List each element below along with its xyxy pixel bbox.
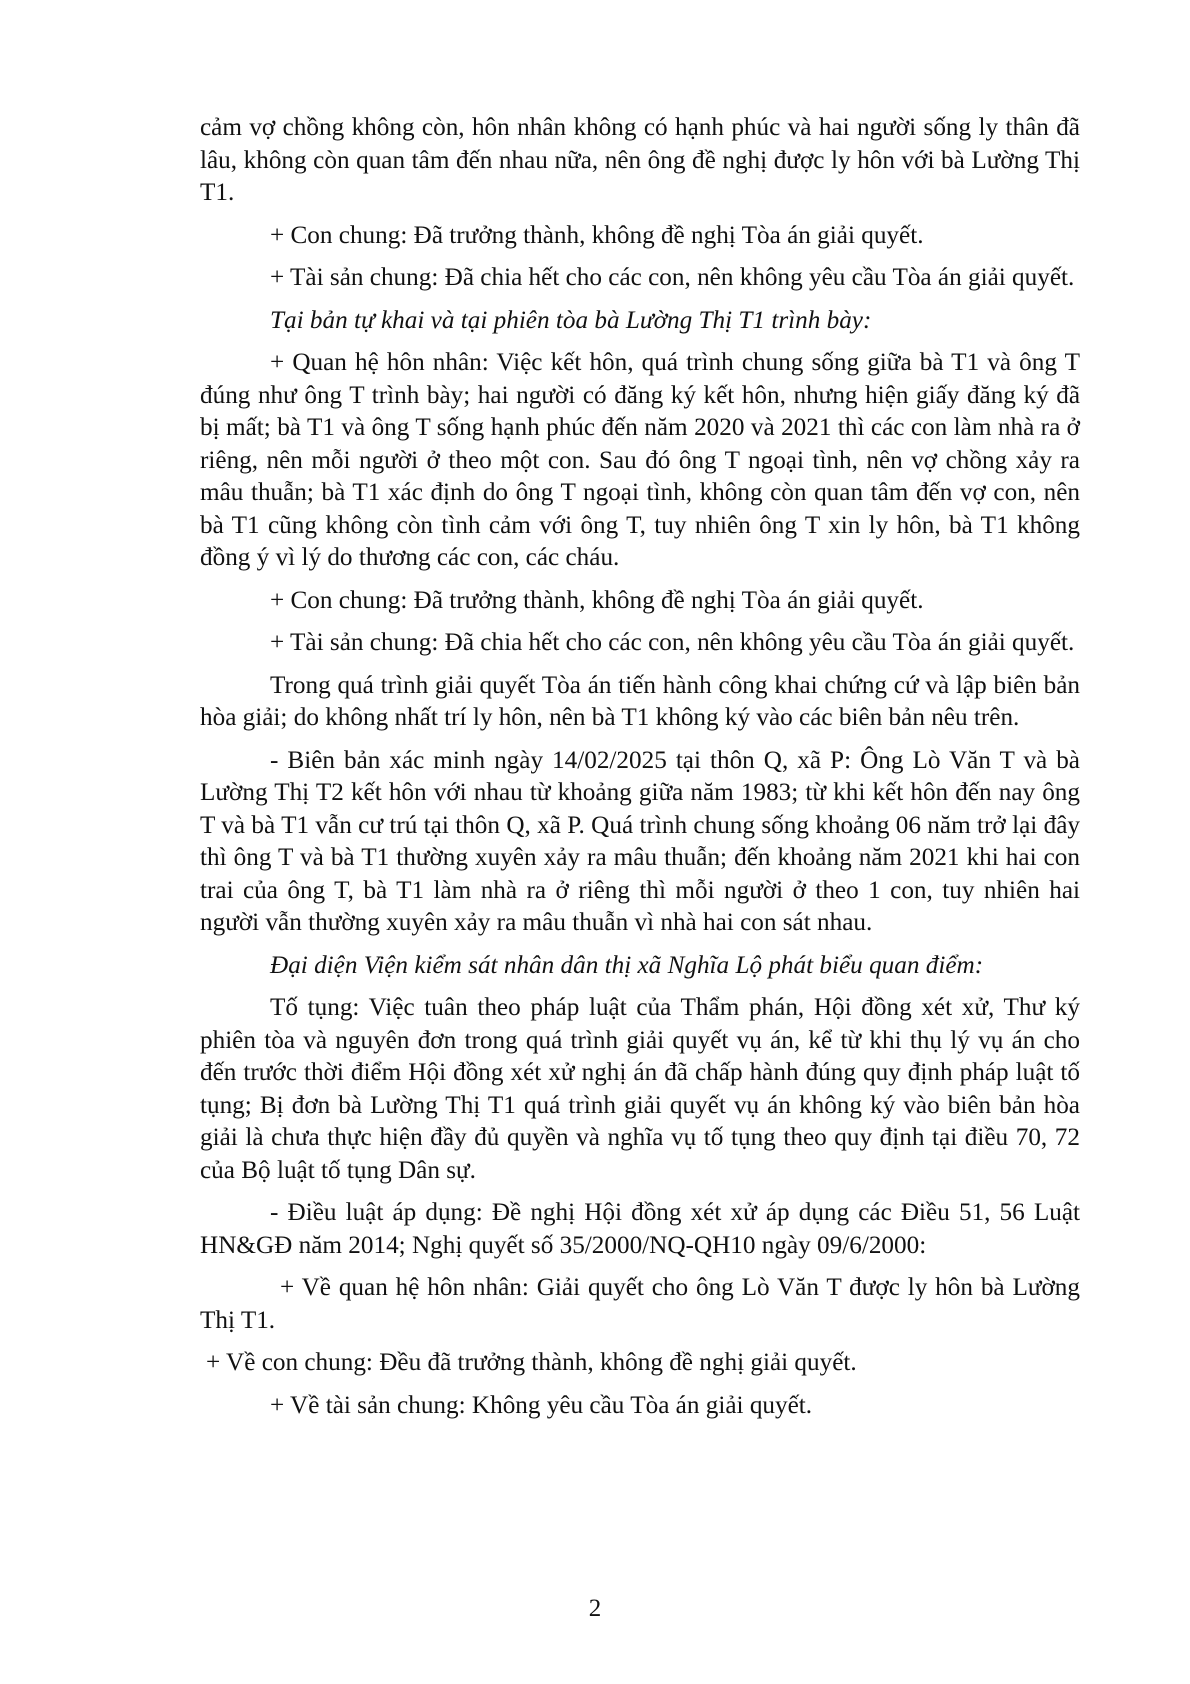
paragraph-common-property-2: + Tài sản chung: Đã chia hết cho các con, nên không yêu cầu Tòa án giải quyết. — [270, 629, 1075, 656]
paragraph-applicable-law: - Điều luật áp dụng: Đề nghị Hội đồng xét xử áp dụng các Điều 51, 56 Luật HN&GĐ năm 2014; Nghị quyết số 35/2000/NQ-QH10 ngày 09/6/2000: — [200, 1199, 1080, 1259]
paragraph-marriage-relation — [200, 347, 1080, 575]
section-heading-procuracy: Đại diện Viện kiểm sát nhân dân thị xã Nghĩa Lộ phát biểu quan điểm: — [270, 951, 984, 979]
paragraph-common-children-2: + Con chung: Đã trưởng thành, không đề nghị Tòa án giải quyết. — [270, 586, 924, 614]
paragraph-common-property: + Tài sản chung: Đã chia hết cho các con, nên không yêu cầu Tòa án giải quyết. — [270, 264, 1075, 291]
paragraph-procedure: Tố tụng: Việc tuân theo pháp luật của Thẩm phán, Hội đồng xét xử, Thư ký phiên tòa và nguyên đơn trong quá trình giải quyết vụ án, kể từ khi thụ lý vụ án cho đến trước thời điểm Hội đồng xét xử nghị án đã chấp hành đúng quy định pháp luật tố tụng; Bị đơn bà Lường Thị T1 quá trình giải quyết vụ án không ký vào biên bản hòa giải là chưa thực hiện đầy đủ quyền và nghĩa vụ tố tụng theo quy định tại điều 70, 72 của Bộ luật tố tụng Dân sự. — [200, 994, 1080, 1184]
paragraph-marriage-decision: + Về quan hệ hôn nhân: Giải quyết cho ông Lò Văn T được ly hôn bà Lường Thị T1. — [200, 1274, 1080, 1334]
section-heading-defendant-statement: Tại bản tự khai và tại phiên tòa bà Lường Thị T1 trình bày: — [270, 306, 872, 334]
paragraph-children-decision: + Về con chung: Đều đã trưởng thành, không đề nghị giải quyết. — [206, 1349, 857, 1376]
document-body — [200, 112, 1080, 1432]
marriage-text: Việc kết hôn, quá trình chung sống giữa bà T1 và ông T đúng như ông T trình bày; hai người có đăng ký kết hôn, nhưng hiện giấy đăng ký đã bị mất; bà T1 và ông T sống hạnh phúc đến năm 2020 và 2021 thì các con làm nhà ra ở riêng, nên mỗi người ở theo một con. Sau đó ông T ngoại tình, nên vợ chồng xảy ra mâu thuẫn; bà T1 xác định do ông T ngoại tình, không còn quan tâm đến vợ con, nên bà T1 cũng không còn tình cảm với ông T, tuy nhiên ông T xin ly hôn, bà T1 không đồng ý vì lý do thương các con, các cháu. — [200, 349, 1080, 571]
paragraph-property-decision: + Về tài sản chung: Không yêu cầu Tòa án giải quyết. — [270, 1391, 813, 1419]
paragraph-reconciliation: Trong quá trình giải quyết Tòa án tiến hành công khai chứng cứ và lập biên bản hòa giải; do không nhất trí ly hôn, nên bà T1 không ký vào các biên bản nêu trên. — [200, 671, 1080, 731]
paragraph-common-children: + Con chung: Đã trưởng thành, không đề nghị Tòa án giải quyết. — [270, 221, 924, 249]
page-number: 2 — [588, 1595, 602, 1622]
marriage-label: + Quan hệ hôn nhân: — [270, 349, 489, 376]
paragraph-verification-record: - Biên bản xác minh ngày 14/02/2025 tại thôn Q, xã P: Ông Lò Văn T và bà Lường Thị T2 kết hôn với nhau từ khoảng giữa năm 1983; từ khi kết hôn đến nay ông T và bà T1 vẫn cư trú tại thôn Q, xã P. Quá trình chung sống khoảng 06 năm trở lại đây thì ông T và bà T1 thường xuyên xảy ra mâu thuẫn; đến khoảng năm 2021 khi hai con trai của ông T, bà T1 làm nhà ra ở riêng thì mỗi người ở theo 1 con, tuy nhiên hai người vẫn thường xuyên xảy ra mâu thuẫn vì nhà hai con sát nhau. — [200, 746, 1080, 936]
paragraph-continuation: cảm vợ chồng không còn, hôn nhân không có hạnh phúc và hai người sống ly thân đã lâu, không còn quan tâm đến nhau nữa, nên ông đề nghị được ly hôn với bà Lường Thị T1. — [200, 114, 1080, 206]
